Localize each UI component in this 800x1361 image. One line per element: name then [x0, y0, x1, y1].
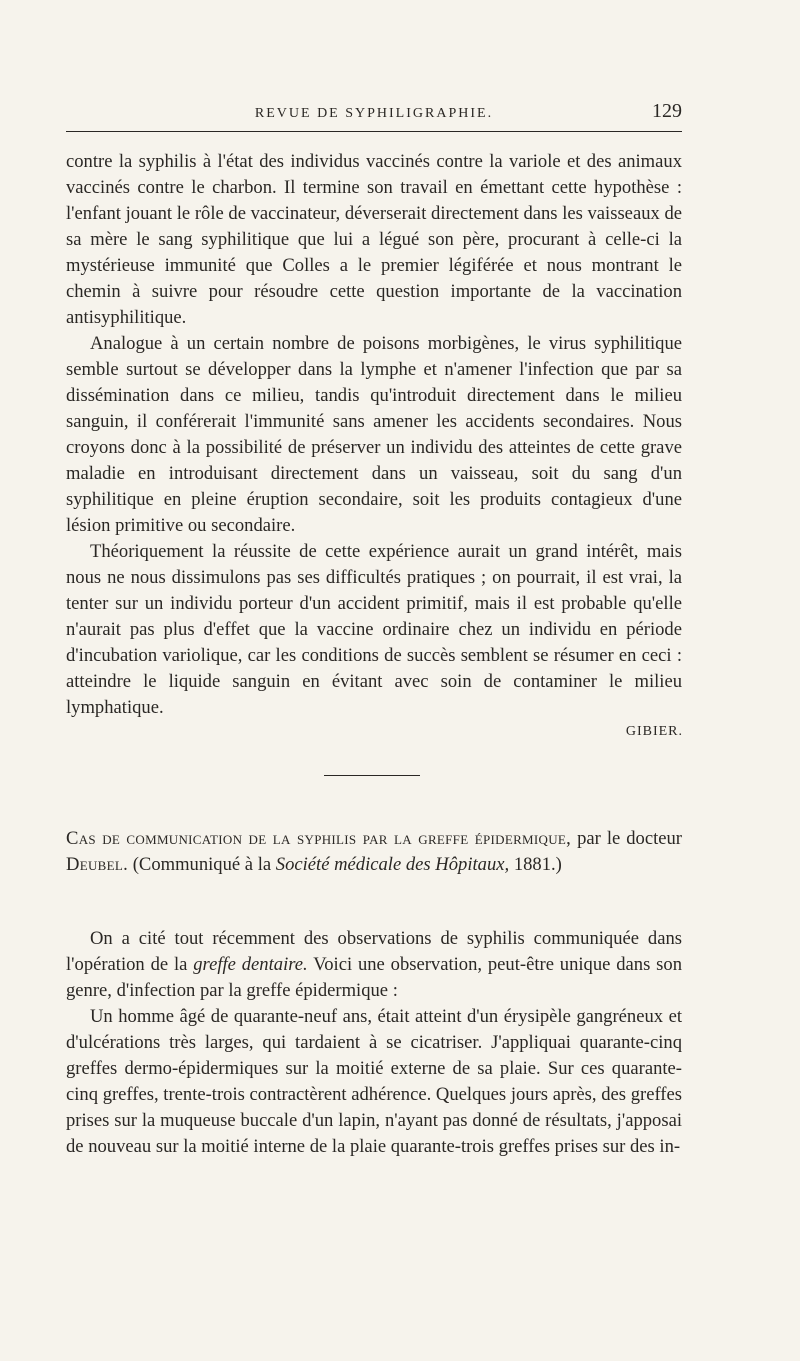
- article-author: Deubel.: [66, 854, 129, 875]
- article-by: par le docteur: [577, 828, 682, 849]
- emphasis-text: greffe dentaire.: [193, 954, 308, 975]
- paragraph: contre la syphilis à l'état des individus vaccinés contre la variole et des animaux vaccinés contre le charbon. Il termine son travail en émettant cette hypothèse : l'enfant jouant le rôle de vaccinateur, déverserait directement dans les vaisseaux de sa mère le sang syphilitique que lui a légué son père, procurant à celle-ci la mystérieuse immunité que Colles a le premier légiférée et nous montrant le chemin à suivre pour résoudre cette question importante de la vaccination antisyphilitique.: [66, 151, 682, 328]
- running-header: [66, 100, 682, 130]
- paragraph: [66, 926, 682, 1004]
- author-signature: GIBIER.: [625, 724, 683, 739]
- header-rule: [66, 131, 682, 132]
- paragraph-text: On a cité tout récemment des observations de syphilis communiquée dans l'opération de la: [66, 928, 682, 975]
- article-heading: [66, 826, 682, 878]
- paragraph: Théoriquement la réussite de cette expérience aurait un grand intérêt, mais nous ne nous dissimulons pas ses difficultés pratiques ; on pourrait, il est vrai, la tenter sur un individu porteur d'un accident primitif, mais il est probable qu'elle n'aurait pas plus d'effet que la vaccine ordinaire chez un individu en période d'incubation variolique, car les conditions de succès semblent se résumer en ceci : atteindre le liquide sanguin en évitant avec soin de contaminer le milieu lymphatique.: [66, 541, 682, 718]
- page-number: 129: [652, 100, 682, 122]
- article-title: Cas de communication de la syphilis par la greffe épidermique,: [66, 828, 572, 849]
- article-society: Société médicale des Hôpitaux,: [275, 854, 510, 875]
- paragraph: Un homme âgé de quarante-neuf ans, était atteint d'un érysipèle gangréneux et d'ulcérations très larges, qui tardaient à se cicatriser. J'appliquai quarante-cinq greffes dermo-épidermiques sur la moitié externe de sa plaie. Sur ces quarante-cinq greffes, trente-trois contractèrent adhérence. Quelques jours après, des greffes prises sur la muqueuse buccale d'un lapin, n'ayant pas donné de résultats, j'apposai de nouveau sur la moitié interne de la plaie quarante-trois greffes prises sur des in-: [66, 1006, 682, 1157]
- article-body: [66, 926, 682, 1160]
- journal-title: REVUE DE SYPHILIGRAPHIE.: [254, 106, 494, 121]
- section-divider: [324, 775, 420, 776]
- article-communique: (Communiqué à la: [132, 854, 272, 875]
- article-year: 1881.): [513, 854, 562, 875]
- paragraph: Analogue à un certain nombre de poisons morbigènes, le virus syphilitique semble surtout se développer dans la lymphe et n'amener l'infection que par sa dissémination dans ce milieu, tandis qu'introduit directement dans le milieu sanguin, il conférerait l'immunité sans amener les accidents secondaires. Nous croyons donc à la possibilité de préserver un individu des atteintes de cette grave maladie en introduisant directement dans un vaisseau, soit du sang d'un syphilitique en pleine éruption secondaire, soit les produits contagieux d'une lésion primitive ou secondaire.: [66, 333, 682, 536]
- paragraph-text: Voici une observation, peut-être unique dans son genre, d'infection par la greffe épidermique :: [66, 954, 682, 1001]
- continued-article: [66, 149, 682, 721]
